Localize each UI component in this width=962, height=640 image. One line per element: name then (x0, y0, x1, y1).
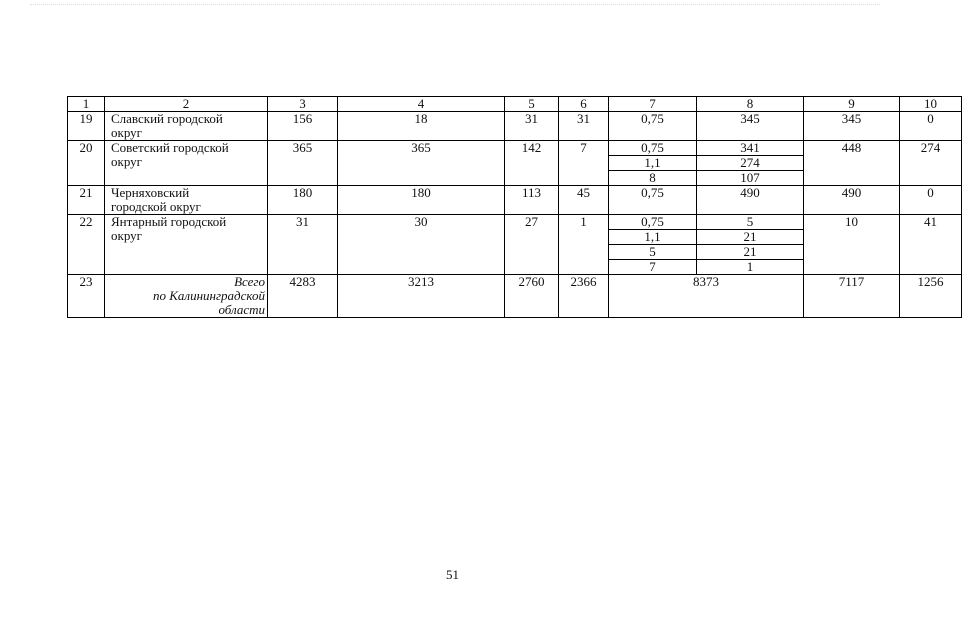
district-name-line: Янтарный городской (111, 214, 227, 229)
cell: 31 (505, 112, 559, 141)
row-number: 22 (68, 215, 105, 275)
cell: 0 (900, 112, 962, 141)
cell: 0,75 (609, 141, 697, 156)
cell: 0,75 (609, 186, 697, 215)
cell: 7117 (804, 275, 900, 318)
cell: 2760 (505, 275, 559, 318)
page-number: 51 (446, 567, 459, 582)
cell: 365 (338, 141, 505, 186)
cell: 41 (900, 215, 962, 275)
cell: 7 (609, 260, 697, 275)
cell: 31 (268, 215, 338, 275)
cell: 0,75 (609, 215, 697, 230)
header-cell: 4 (338, 97, 505, 112)
cell: 113 (505, 186, 559, 215)
cell: 1 (559, 215, 609, 275)
cell: 7 (559, 141, 609, 186)
cell: 21 (697, 245, 804, 260)
cell: 30 (338, 215, 505, 275)
cell: 345 (697, 112, 804, 141)
total-label-line: области (218, 302, 265, 317)
cell: 180 (268, 186, 338, 215)
cell: 274 (900, 141, 962, 186)
total-label (105, 275, 268, 318)
data-table (67, 96, 962, 318)
cell: 27 (505, 215, 559, 275)
row-number: 21 (68, 186, 105, 215)
cell: 3213 (338, 275, 505, 318)
cell: 448 (804, 141, 900, 186)
cell: 180 (338, 186, 505, 215)
cell: 18 (338, 112, 505, 141)
cell: 10 (804, 215, 900, 275)
header-cell: 5 (505, 97, 559, 112)
cell: 156 (268, 112, 338, 141)
table-row (68, 186, 962, 215)
table-row (68, 215, 962, 230)
cell: 1,1 (609, 230, 697, 245)
total-label-line: Всего (234, 274, 265, 289)
district-name (105, 215, 268, 275)
header-cell: 7 (609, 97, 697, 112)
total-label-line: по Калининградской (153, 288, 265, 303)
district-name (105, 141, 268, 186)
district-name-line: Славский городской (111, 111, 223, 126)
district-name-line: округ (111, 228, 142, 243)
district-name-line: Советский городской (111, 140, 229, 155)
cell: 5 (609, 245, 697, 260)
cell: 490 (804, 186, 900, 215)
cell: 21 (697, 230, 804, 245)
table-total-row (68, 275, 962, 318)
district-name (105, 186, 268, 215)
row-number: 19 (68, 112, 105, 141)
cell: 4283 (268, 275, 338, 318)
cell: 341 (697, 141, 804, 156)
row-number: 20 (68, 141, 105, 186)
cell: 107 (697, 171, 804, 186)
cell: 345 (804, 112, 900, 141)
cell: 5 (697, 215, 804, 230)
row-number: 23 (68, 275, 105, 318)
district-name-line: городской округ (111, 199, 201, 214)
cell: 1,1 (609, 156, 697, 171)
cell: 365 (268, 141, 338, 186)
cell: 8 (609, 171, 697, 186)
header-cell: 10 (900, 97, 962, 112)
header-cell: 1 (68, 97, 105, 112)
cell: 2366 (559, 275, 609, 318)
cell: 142 (505, 141, 559, 186)
cell: 31 (559, 112, 609, 141)
district-name-line: округ (111, 154, 142, 169)
cell: 1256 (900, 275, 962, 318)
district-name (105, 112, 268, 141)
cell: 1 (697, 260, 804, 275)
header-cell: 8 (697, 97, 804, 112)
header-cell: 2 (105, 97, 268, 112)
table-row (68, 112, 962, 141)
cell: 0,75 (609, 112, 697, 141)
table-header-row (68, 97, 962, 112)
district-name-line: Черняховский (111, 185, 190, 200)
header-cell: 6 (559, 97, 609, 112)
cell: 490 (697, 186, 804, 215)
header-cell: 3 (268, 97, 338, 112)
cell: 45 (559, 186, 609, 215)
cell: 0 (900, 186, 962, 215)
cell: 8373 (609, 275, 804, 318)
cell: 274 (697, 156, 804, 171)
table-row (68, 141, 962, 156)
header-cell: 9 (804, 97, 900, 112)
scan-noise-line (30, 4, 880, 6)
district-name-line: округ (111, 125, 142, 140)
